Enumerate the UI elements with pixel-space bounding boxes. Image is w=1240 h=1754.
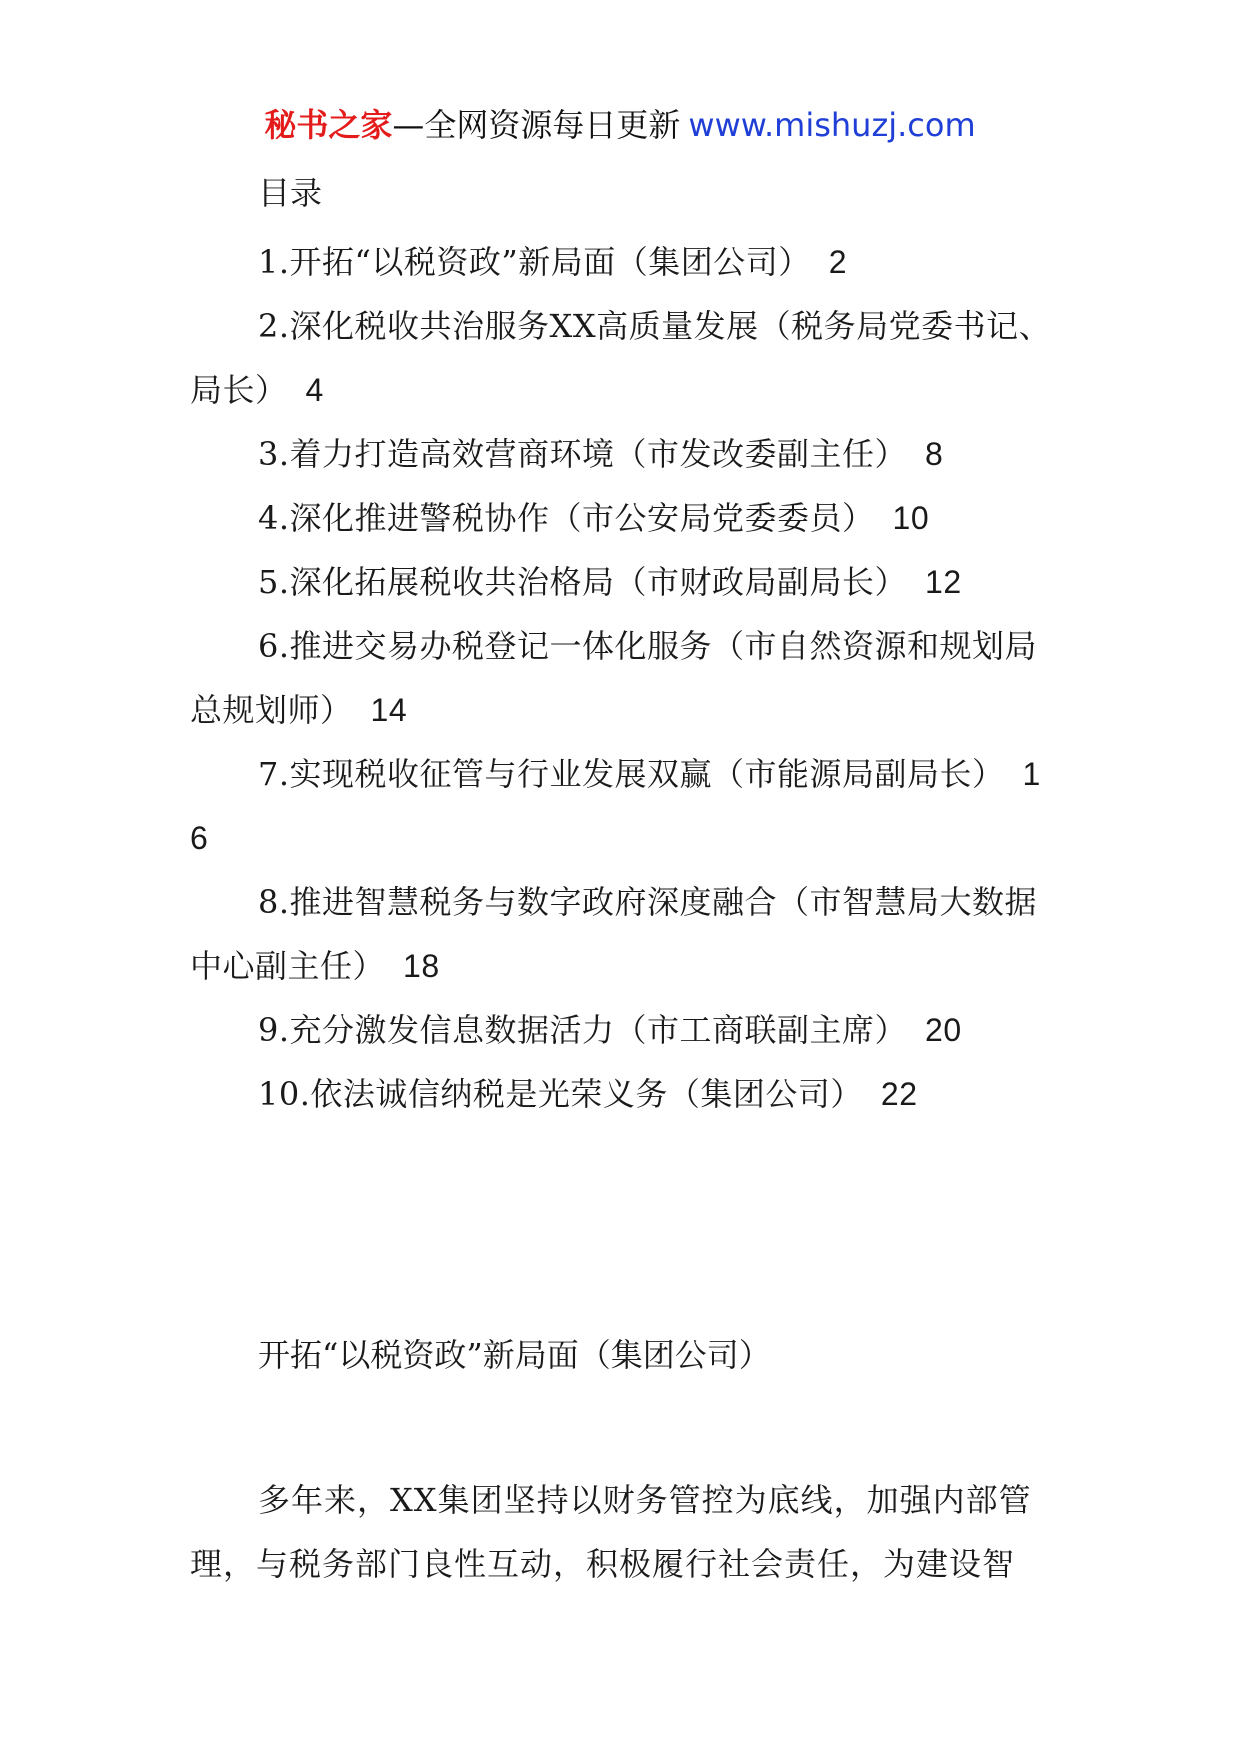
toc-item-3[interactable] [190,422,1055,486]
toc-item-label: 7.实现税收征管与行业发展双赢（市能源局副局长） [258,755,1005,793]
toc-item-label: 2.深化税收共治服务XX高质量发展（税务局党委书记、局长） [190,307,1052,409]
toc-item-label: 10.依法诚信纳税是光荣义务（集团公司） [258,1075,863,1113]
toc-item-1[interactable] [190,230,1055,294]
toc-item-label: 4.深化推进警税协作（市公安局党委委员） [258,499,875,537]
section-heading: 开拓“以税资政”新局面（集团公司） [258,1336,771,1374]
toc-item-page: 12 [925,564,962,600]
body-paragraph: 多年来，XX集团坚持以财务管控为底线，加强内部管理，与税务部门良性互动，积极履行社会责任，为建设智 [190,1481,1032,1583]
toc-item-10[interactable] [190,1062,1055,1126]
toc-item-8[interactable] [190,870,1055,998]
toc-item-page: 8 [925,436,944,472]
brand-name: 秘书之家 [264,106,393,144]
toc-title: 目录 [258,174,323,212]
toc-item-2[interactable] [190,294,1055,422]
toc-item-6[interactable] [190,614,1055,742]
toc-item-label: 6.推进交易办税登记一体化服务（市自然资源和规划局总规划师） [190,627,1038,729]
toc-item-page: 20 [925,1012,962,1048]
toc-item-page: 10 [892,500,930,536]
toc-item-9[interactable] [190,998,1055,1062]
toc-item-page: 18 [403,948,440,984]
toc-item-label: 1.开拓“以税资政”新局面（集团公司） [258,243,811,281]
site-header [0,100,1240,146]
site-url-link[interactable]: www.mishuzj.com [688,106,976,144]
toc-item-5[interactable] [190,550,1055,614]
toc-item-label: 5.深化拓展税收共治格局（市财政局副局长） [258,563,908,601]
header-slogan: —全网资源每日更新 [392,106,681,144]
toc-item-label: 9.充分激发信息数据活力（市工商联副主席） [258,1011,908,1049]
toc-item-page: 16 [190,756,1041,856]
toc-item-page: 4 [305,372,324,408]
table-of-contents [190,230,1055,1126]
toc-item-label: 8.推进智慧税务与数字政府深度融合（市智慧局大数据中心副主任） [190,883,1038,985]
toc-item-page: 2 [828,244,848,280]
toc-item-4[interactable] [190,486,1055,550]
toc-item-page: 22 [880,1076,918,1112]
toc-item-page: 14 [370,692,408,728]
toc-item-7[interactable] [190,742,1055,870]
toc-item-label: 3.着力打造高效营商环境（市发改委副主任） [258,435,908,473]
